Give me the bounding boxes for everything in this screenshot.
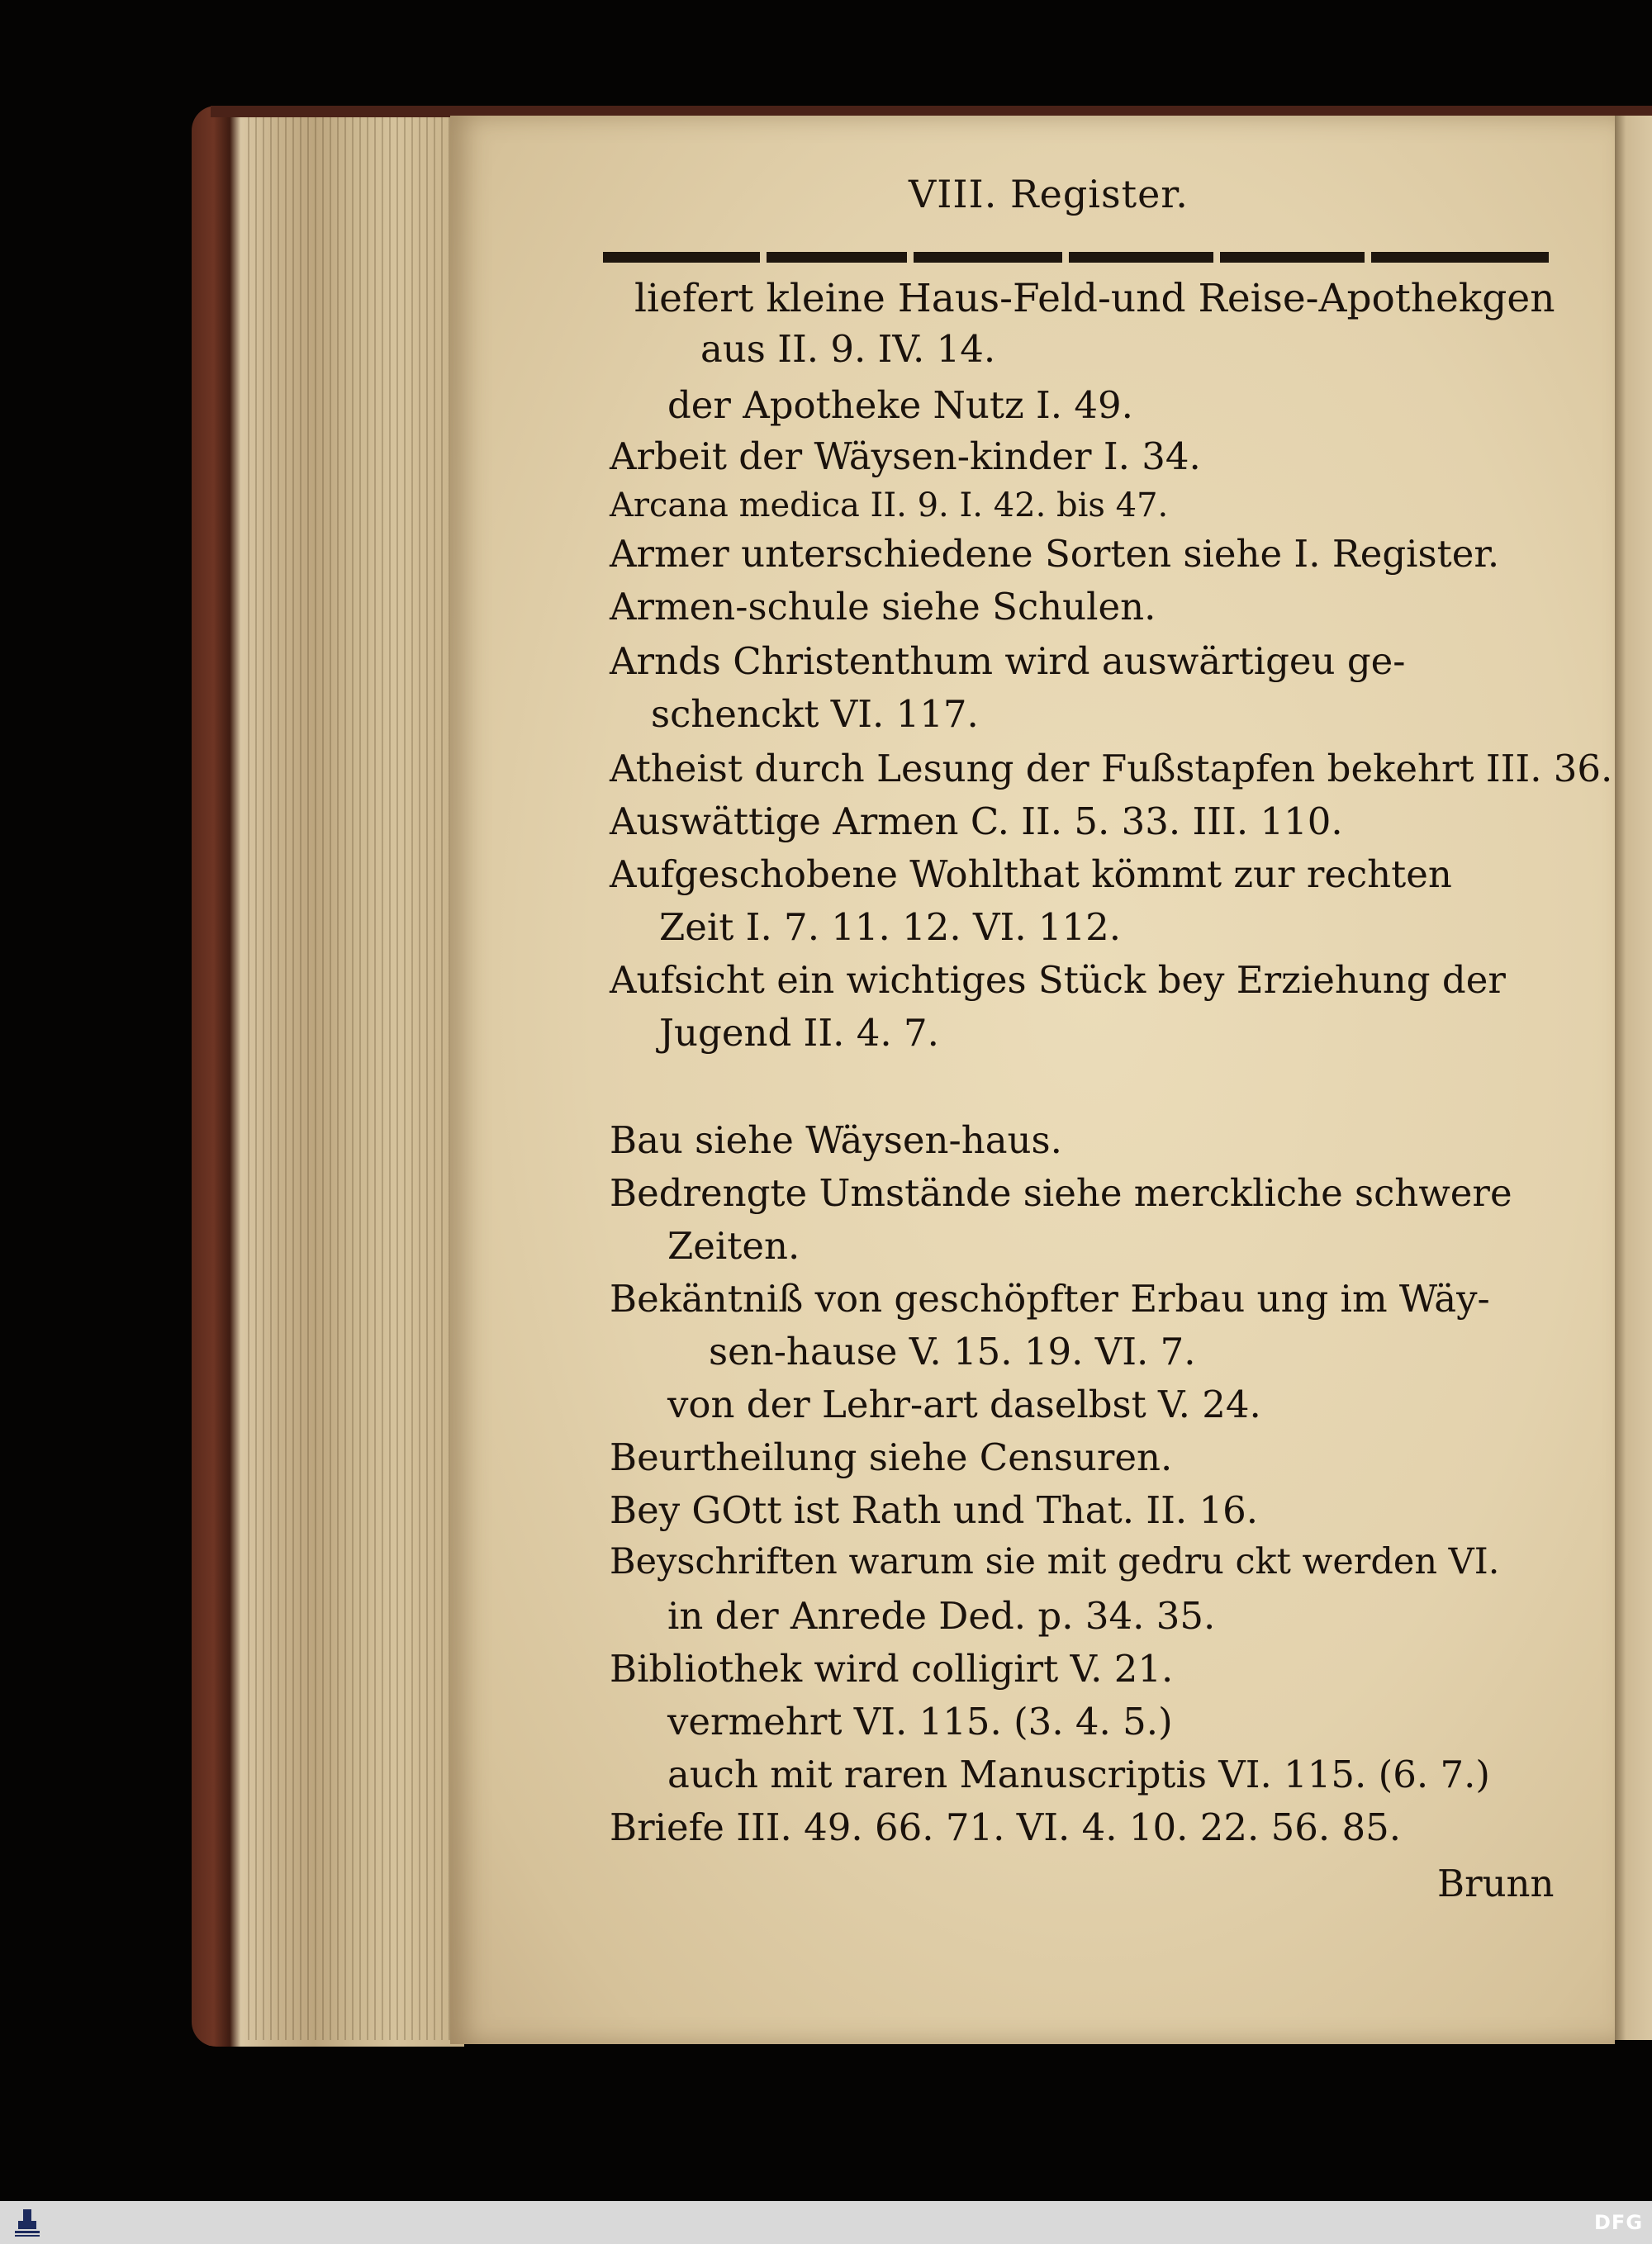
index-entry: Zeit I. 7. 11. 12. VI. 112. [659, 905, 1122, 949]
header-rule [914, 252, 1062, 263]
page-header: VIII. Register. [909, 172, 1189, 216]
index-entry: Armen-schule siehe Schulen. [610, 585, 1156, 629]
facing-page-edge [1615, 116, 1652, 2040]
header-rule [1220, 252, 1365, 263]
index-entry: Aufsicht ein wichtiges Stück bey Erziehung der [610, 958, 1506, 1002]
index-entry: vermehrt VI. 115. (3. 4. 5.) [667, 1700, 1173, 1743]
header-rule [1069, 252, 1213, 263]
index-entry: Beyschriften warum sie mit gedru ckt werden VI. [610, 1541, 1500, 1582]
index-entry: der Apotheke Nutz I. 49. [667, 383, 1133, 427]
index-entry: Jugend II. 4. 7. [659, 1011, 939, 1055]
index-entry: aus II. 9. IV. 14. [700, 327, 996, 371]
index-entry: sen-hause V. 15. 19. VI. 7. [709, 1330, 1196, 1373]
page-edge-lines [248, 116, 454, 2040]
index-entry: liefert kleine Haus-Feld-und Reise-Apothekgen [634, 276, 1555, 321]
index-entry: Bekäntniß von geschöpfter Erbau ung im Wäy- [610, 1277, 1490, 1321]
index-entry: Bedrengte Umstände siehe merckliche schwere [610, 1171, 1512, 1215]
header-rule [1371, 252, 1549, 263]
index-entry: von der Lehr-art daselbst V. 24. [667, 1383, 1261, 1426]
index-entry: Arcana medica II. 9. I. 42. bis 47. [610, 486, 1169, 524]
index-entry: Arnds Christenthum wird auswärtigeu ge- [610, 639, 1406, 683]
index-entry: Atheist durch Lesung der Fußstapfen bekehrt III. 36. [610, 747, 1613, 790]
catchword: Brunn [1437, 1862, 1555, 1905]
index-entry: Beurtheilung siehe Censuren. [610, 1435, 1173, 1479]
library-logo-icon [12, 2206, 43, 2239]
index-entry: Briefe III. 49. 66. 71. VI. 4. 10. 22. 56. 85. [610, 1805, 1402, 1849]
index-entry: schenckt VI. 117. [651, 692, 979, 736]
index-entry: auch mit raren Manuscriptis VI. 115. (6. 7.) [667, 1753, 1490, 1796]
index-entry: Bey GOtt ist Rath und That. II. 16. [610, 1488, 1259, 1532]
header-rule [767, 252, 907, 263]
index-entry: Auswättige Armen C. II. 5. 33. III. 110. [610, 799, 1343, 843]
index-entry: Zeiten. [667, 1224, 800, 1268]
footer-bar [0, 2201, 1652, 2244]
index-entry: in der Anrede Ded. p. 34. 35. [667, 1594, 1216, 1638]
header-rule [603, 252, 760, 263]
index-entry: Armer unterschiedene Sorten siehe I. Register. [610, 532, 1500, 576]
index-entry: Bau siehe Wäysen-haus. [610, 1118, 1062, 1162]
index-entry: Bibliothek wird colligirt V. 21. [610, 1647, 1174, 1691]
dfg-logo: DFG [1594, 2211, 1644, 2234]
index-entry: Arbeit der Wäysen-kinder I. 34. [610, 434, 1201, 478]
index-entry: Aufgeschobene Wohlthat kömmt zur rechten [610, 852, 1452, 896]
